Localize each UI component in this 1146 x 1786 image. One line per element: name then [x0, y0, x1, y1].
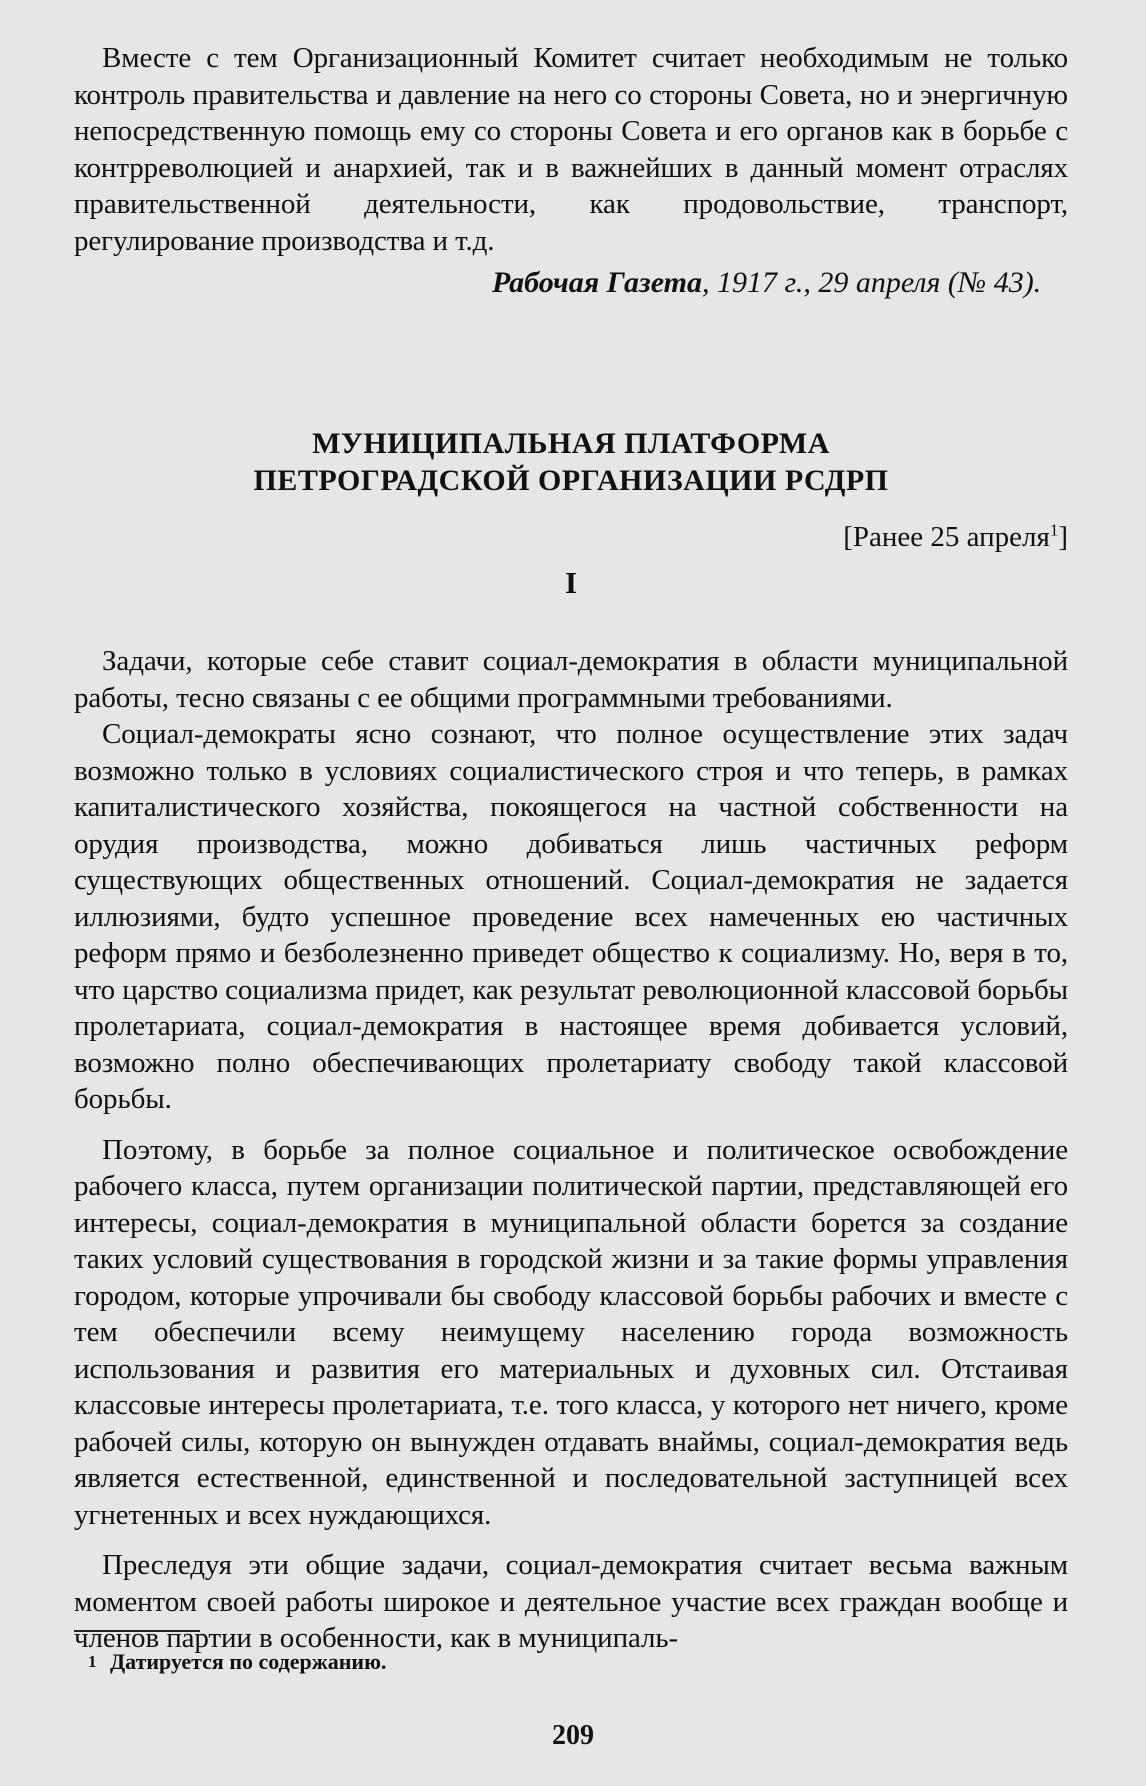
section-heading [74, 425, 1068, 499]
intro-paragraph: Вместе с тем Организационный Комитет считает необходимым не только контроль правительства и давление на него со стороны Совета, но и энергичную непосредственную помощь ему со стороны Совета и его органов как в борьбе с контрреволюцией и анархией, так и в важнейших в данный момент отраслях правительственной деятельности, как продовольствие, транспорт, регулирование производства и т.д. [74, 42, 1068, 257]
paragraph-2: Социал-демократы ясно сознают, что полное осуществление этих задач возможно только в условиях социалистического строя и что теперь, в рамках капиталистического хозяйства, покоящегося на частной собственности на орудия производства, можно добиваться лишь частичных реформ существующих общественных отношений. Социал-демократия не задается иллюзиями, будто успешное проведение всех намеченных ею частичных реформ прямо и безболезненно приведет общество к социализму. Но, веря в то, что царство социализма придет, как результат революционной классовой борьбы пролетариата, социал-демократия в настоящее время добивается условий, возможно полно обеспечивающих пролетариату свободу такой классовой борьбы. [74, 718, 1068, 1115]
date-note-text: [Ранее 25 апреля [843, 521, 1050, 553]
date-note-close: ] [1058, 521, 1068, 553]
date-note-footnote-mark: 1 [1049, 520, 1059, 540]
paragraph-3: Поэтому, в борьбе за полное социальное и политическое освобождение рабочего класса, путем организации политической партии, представляющей его интересы, социал-демократия в муниципальной области борется за создание таких условий существования в городской жизни и за такие формы управления городом, которые упрочивали бы свободу классовой борьбы рабочих и вместе с тем обеспечили всему неимущему населению города возможность использования и развития его материальных и духовных сил. Отстаивая классовые интересы пролетариата, т.е. того класса, у которого нет ничего, кроме рабочей силы, которую он вынужден отдавать внаймы, социал-демократия ведь является естественной, единственной и последовательной заступницей всех угнетенных и всех нуждающихся. [74, 1133, 1068, 1531]
paragraph-gap [74, 1533, 1068, 1547]
heading-line-1: МУНИЦИПАЛЬНАЯ ПЛАТФОРМА [312, 427, 830, 460]
source-citation [74, 265, 1068, 301]
source-details: , 1917 г., 29 апреля (№ 43). [702, 266, 1042, 299]
footnote-mark: 1 [88, 1652, 97, 1671]
paragraph-4: Преследуя эти общие задачи, социал-демократия считает весьма важным моментом своей работы широкое и деятельное участие всех граждан вообще и членов партии в особенности, как в муниципаль- [74, 1549, 1068, 1654]
footnote [88, 1648, 386, 1676]
heading-line-2: ПЕТРОГРАДСКОЙ ОРГАНИЗАЦИИ РСДРП [253, 464, 889, 497]
page-content [74, 40, 1068, 1657]
page-number: 209 [552, 1720, 594, 1751]
paragraph-gap [74, 1118, 1068, 1132]
footnote-divider [74, 1630, 200, 1632]
paragraph-1: Задачи, которые себе ставит социал-демократия в области муниципальной работы, тесно связаны с ее общими программными требованиями. [74, 645, 1068, 714]
footnote-text: Датируется по содержанию. [110, 1649, 387, 1674]
date-note [74, 519, 1068, 555]
source-name: Рабочая Газета [492, 266, 703, 299]
section-number: I [564, 565, 578, 600]
